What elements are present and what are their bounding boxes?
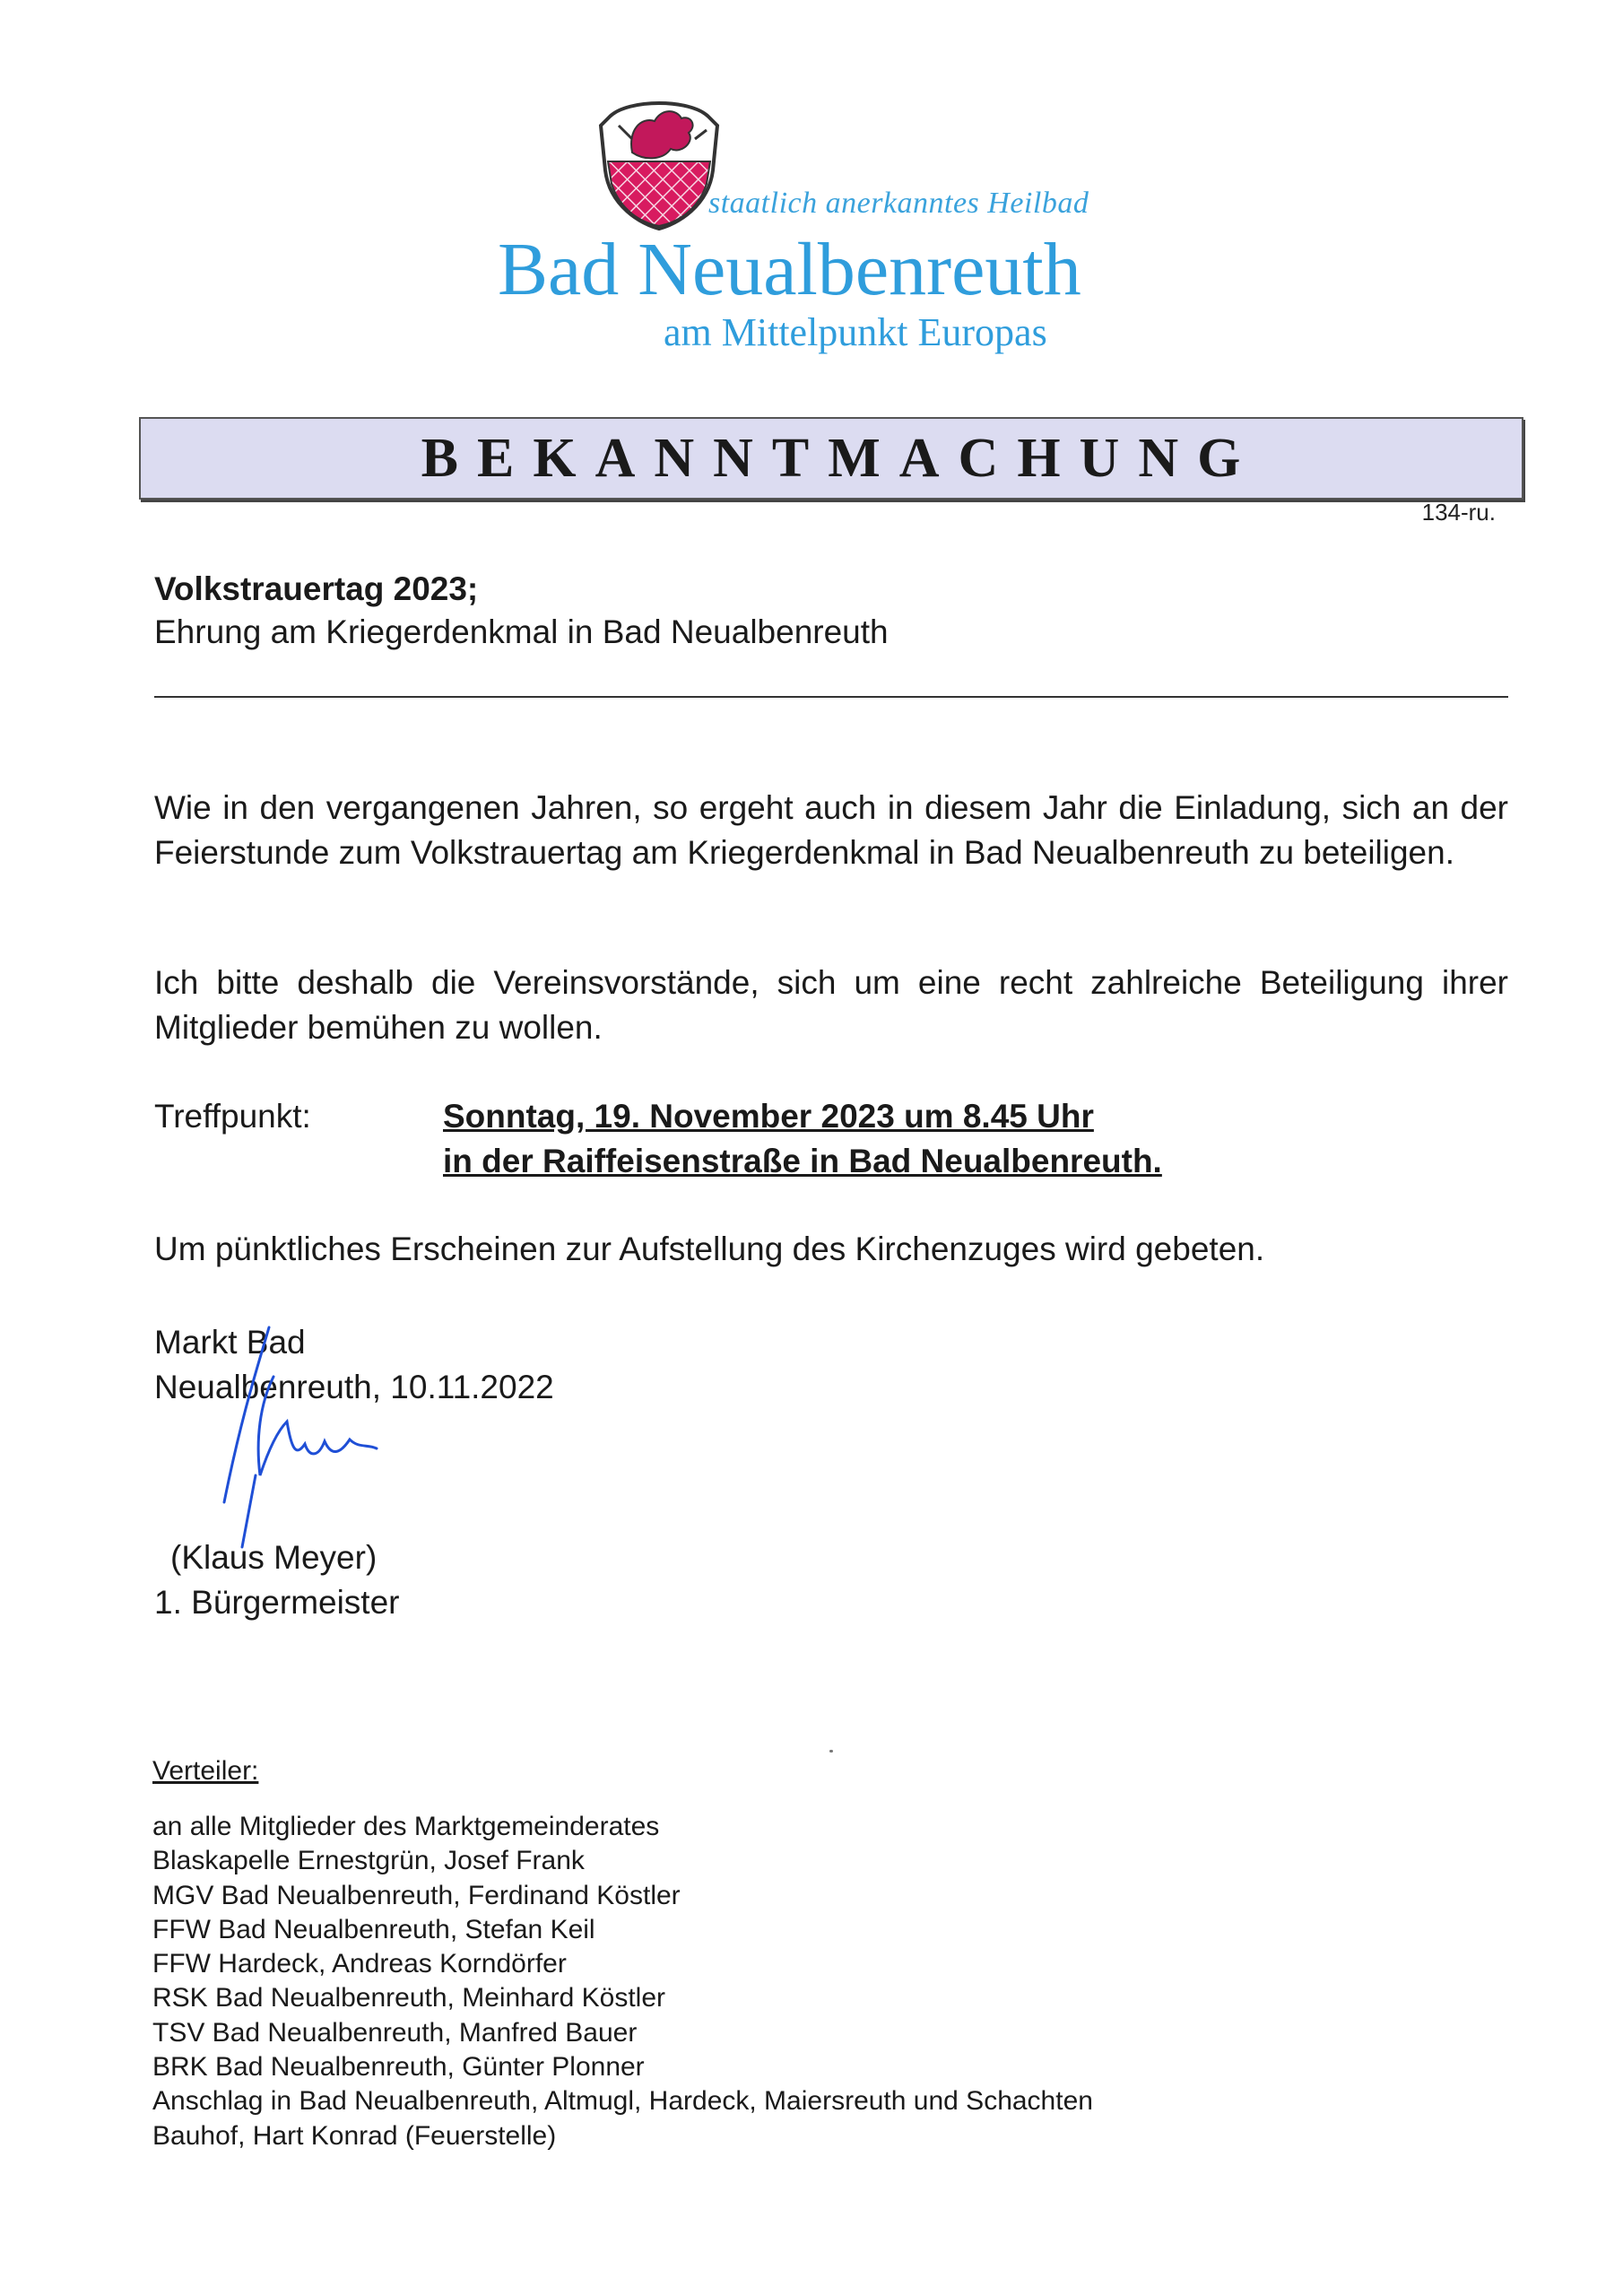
letterhead-town-name: Bad Neualbenreuth xyxy=(498,228,1081,311)
subject-line: Ehrung am Kriegerdenkmal in Bad Neualbenreuth xyxy=(154,613,889,650)
distribution-item: an alle Mitglieder des Marktgemeinderates xyxy=(152,1812,660,1841)
distribution-item: Blaskapelle Ernestgrün, Josef Frank xyxy=(152,1846,585,1876)
body-paragraph-1: Wie in den vergangenen Jahren, so ergeht auch in diesem Jahr die Einladung, sich an der Feierstunde zum Volkstrauertag am Kriegerdenkmal in Bad Neualbenreuth zu beteiligen. xyxy=(154,789,1508,871)
distribution-list xyxy=(152,1810,1093,2153)
meeting-date-time: Sonntag, 19. November 2023 um 8.45 Uhr xyxy=(443,1098,1094,1135)
distribution-heading: Verteiler: xyxy=(152,1756,259,1786)
letterhead-tagline: staatlich anerkanntes Heilbad xyxy=(708,187,1089,220)
distribution-item: Anschlag in Bad Neualbenreuth, Altmugl, Hardeck, Maiersreuth und Schachten xyxy=(152,2086,1093,2117)
scan-speck xyxy=(829,1750,833,1752)
distribution-item: FFW Bad Neualbenreuth, Stefan Keil xyxy=(152,1914,595,1944)
signature-place-line-1: Markt Bad xyxy=(154,1324,306,1361)
subject-heading: Volkstrauertag 2023; xyxy=(154,570,479,607)
town-crest-icon xyxy=(592,90,726,233)
distribution-item: TSV Bad Neualbenreuth, Manfred Bauer xyxy=(152,2017,638,2048)
handwritten-signature xyxy=(206,1323,404,1556)
distribution-item: FFW Hardeck, Andreas Korndörfer xyxy=(152,1949,567,1979)
distribution-item: Bauhof, Hart Konrad (Feuerstelle) xyxy=(152,2120,557,2151)
subject-divider xyxy=(154,696,1508,698)
meeting-location: in der Raiffeisenstraße in Bad Neualbenreuth. xyxy=(443,1143,1162,1179)
signatory-name: (Klaus Meyer) xyxy=(170,1539,378,1576)
letterhead-subtitle: am Mittelpunkt Europas xyxy=(664,310,1047,354)
body-paragraph-2: Ich bitte deshalb die Vereinsvorstände, sich um eine recht zahlreiche Beteiligung ihrer Mitglieder bemühen zu wollen. xyxy=(154,964,1508,1046)
reference-number: 134-ru. xyxy=(1421,499,1496,526)
signatory-title: 1. Bürgermeister xyxy=(154,1584,400,1621)
signature-place-line-2: Neualbenreuth, 10.11.2022 xyxy=(154,1369,554,1405)
meeting-point-label: Treffpunkt: xyxy=(154,1098,311,1135)
announcement-title: BEKANNTMACHUNG xyxy=(421,427,1260,489)
distribution-item: BRK Bad Neualbenreuth, Günter Plonner xyxy=(152,2052,645,2083)
announcement-title-bar xyxy=(139,417,1523,500)
distribution-item: RSK Bad Neualbenreuth, Meinhard Köstler xyxy=(152,1983,665,2013)
body-paragraph-3: Um pünktliches Erscheinen zur Aufstellung des Kirchenzuges wird gebeten. xyxy=(154,1231,1265,1267)
distribution-item: MGV Bad Neualbenreuth, Ferdinand Köstler xyxy=(152,1880,681,1910)
